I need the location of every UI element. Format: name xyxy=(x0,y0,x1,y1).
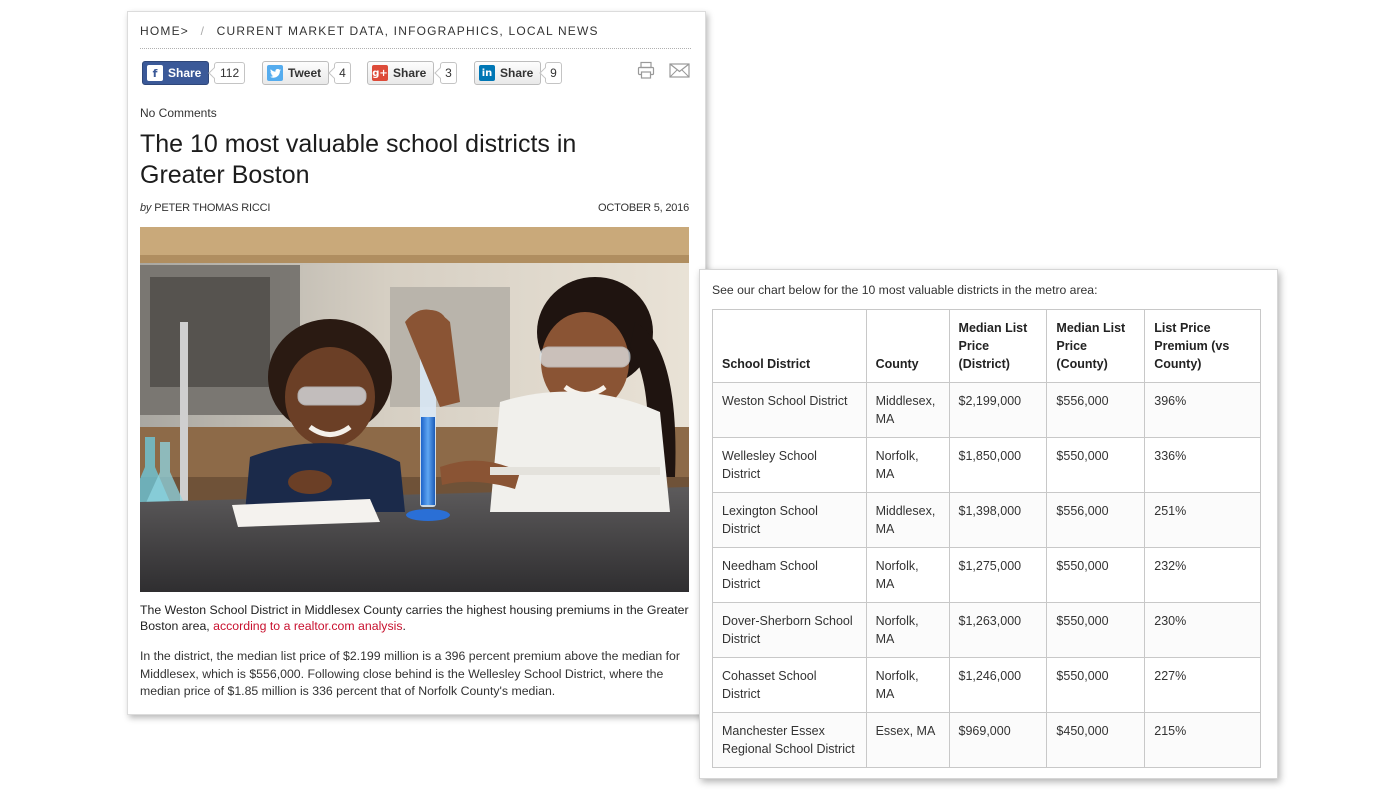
cell-median-district: $1,246,000 xyxy=(949,658,1047,713)
facebook-share-label: Share xyxy=(168,66,202,80)
cell-premium: 336% xyxy=(1145,438,1261,493)
header-premium: List Price Premium (vs County) xyxy=(1145,310,1261,383)
byline xyxy=(140,202,270,214)
cell-median-county: $550,000 xyxy=(1047,603,1145,658)
cell-median-district: $1,850,000 xyxy=(949,438,1047,493)
linkedin-share-button[interactable] xyxy=(474,61,541,85)
article-photo xyxy=(140,227,689,592)
cell-district: Manchester Essex Regional School District xyxy=(713,713,867,768)
share-bar xyxy=(142,61,694,87)
email-icon[interactable] xyxy=(669,63,690,78)
cell-median-district: $969,000 xyxy=(949,713,1047,768)
publish-date: OCTOBER 5, 2016 xyxy=(598,202,689,214)
cell-county: Norfolk, MA xyxy=(866,658,949,713)
cell-county: Norfolk, MA xyxy=(866,603,949,658)
cell-county: Middlesex, MA xyxy=(866,383,949,438)
caption-text: The Weston School District in Middlesex County carries the highest housing premiums in the Greater Boston area, xyxy=(140,603,689,633)
google-plus-share-label: Share xyxy=(393,66,427,80)
breadcrumb-category-market-data[interactable]: CURRENT MARKET DATA xyxy=(216,24,385,38)
cell-premium: 230% xyxy=(1145,603,1261,658)
breadcrumb-separator: / xyxy=(200,24,206,38)
breadcrumb-home[interactable]: HOME> xyxy=(140,24,190,38)
cell-premium: 251% xyxy=(1145,493,1261,548)
article-paragraph: In the district, the median list price of $2.199 million is a 396 percent premium above the median for Middlesex, which is $556,000. Following close behind is the Wellesley School District, where the median price of $1.85 million is 336 percent that of Norfolk County's median. xyxy=(140,649,680,698)
cell-median-county: $450,000 xyxy=(1047,713,1145,768)
table-intro: See our chart below for the 10 most valuable districts in the metro area: xyxy=(712,283,1098,297)
district-table xyxy=(712,309,1261,768)
breadcrumb-divider xyxy=(140,48,691,49)
cell-county: Middlesex, MA xyxy=(866,493,949,548)
comments-link[interactable]: No Comments xyxy=(140,106,217,120)
table-row xyxy=(713,713,1261,768)
article-card xyxy=(127,11,706,715)
cell-premium: 215% xyxy=(1145,713,1261,768)
author-name[interactable]: PETER THOMAS RICCI xyxy=(154,202,271,214)
cell-median-county: $550,000 xyxy=(1047,658,1145,713)
header-median-county: Median List Price (County) xyxy=(1047,310,1145,383)
cell-district: Needham School District xyxy=(713,548,867,603)
breadcrumb: HOME> / CURRENT MARKET DATA, INFOGRAPHICS, LOCAL NEWS xyxy=(140,24,599,38)
facebook-share-count: 112 xyxy=(214,62,245,84)
table-row xyxy=(713,383,1261,438)
table-row xyxy=(713,438,1261,493)
cell-premium: 232% xyxy=(1145,548,1261,603)
district-table-card xyxy=(699,269,1278,779)
cell-median-county: $556,000 xyxy=(1047,383,1145,438)
twitter-tweet-label: Tweet xyxy=(288,66,322,80)
facebook-icon: f xyxy=(147,65,163,81)
cell-median-district: $1,275,000 xyxy=(949,548,1047,603)
cell-premium: 227% xyxy=(1145,658,1261,713)
table-row xyxy=(713,548,1261,603)
print-icon[interactable] xyxy=(637,61,655,79)
article-title: The 10 most valuable school districts in Greater Boston xyxy=(140,130,577,189)
linkedin-share-label: Share xyxy=(500,66,534,80)
twitter-tweet-button[interactable] xyxy=(262,61,329,85)
google-plus-icon: g+ xyxy=(372,65,388,81)
photo-caption xyxy=(140,602,689,634)
cell-county: Norfolk, MA xyxy=(866,438,949,493)
cell-district: Dover-Sherborn School District xyxy=(713,603,867,658)
cell-median-district: $1,398,000 xyxy=(949,493,1047,548)
breadcrumb-category-local-news[interactable]: LOCAL NEWS xyxy=(508,24,599,38)
linkedin-icon: in xyxy=(479,65,495,81)
header-median-district: Median List Price (District) xyxy=(949,310,1047,383)
cell-district: Wellesley School District xyxy=(713,438,867,493)
cell-district: Lexington School District xyxy=(713,493,867,548)
twitter-icon xyxy=(267,65,283,81)
table-header-row xyxy=(713,310,1261,383)
table-row xyxy=(713,658,1261,713)
header-county: County xyxy=(866,310,949,383)
google-plus-share-button[interactable] xyxy=(367,61,434,85)
cell-median-district: $1,263,000 xyxy=(949,603,1047,658)
header-school-district: School District xyxy=(713,310,867,383)
cell-county: Essex, MA xyxy=(866,713,949,768)
cell-premium: 396% xyxy=(1145,383,1261,438)
table-row xyxy=(713,603,1261,658)
cell-district: Cohasset School District xyxy=(713,658,867,713)
cell-median-county: $556,000 xyxy=(1047,493,1145,548)
table-row xyxy=(713,493,1261,548)
caption-end: . xyxy=(402,619,406,633)
byline-prefix: by xyxy=(140,202,152,214)
cell-median-county: $550,000 xyxy=(1047,548,1145,603)
google-plus-share-count: 3 xyxy=(440,62,457,84)
cell-district: Weston School District xyxy=(713,383,867,438)
breadcrumb-category-infographics[interactable]: INFOGRAPHICS xyxy=(393,24,500,38)
cell-county: Norfolk, MA xyxy=(866,548,949,603)
realtor-analysis-link[interactable]: according to a realtor.com analysis xyxy=(213,619,403,633)
cell-median-county: $550,000 xyxy=(1047,438,1145,493)
linkedin-share-count: 9 xyxy=(545,62,562,84)
facebook-share-button[interactable] xyxy=(142,61,209,85)
cell-median-district: $2,199,000 xyxy=(949,383,1047,438)
twitter-tweet-count: 4 xyxy=(334,62,351,84)
